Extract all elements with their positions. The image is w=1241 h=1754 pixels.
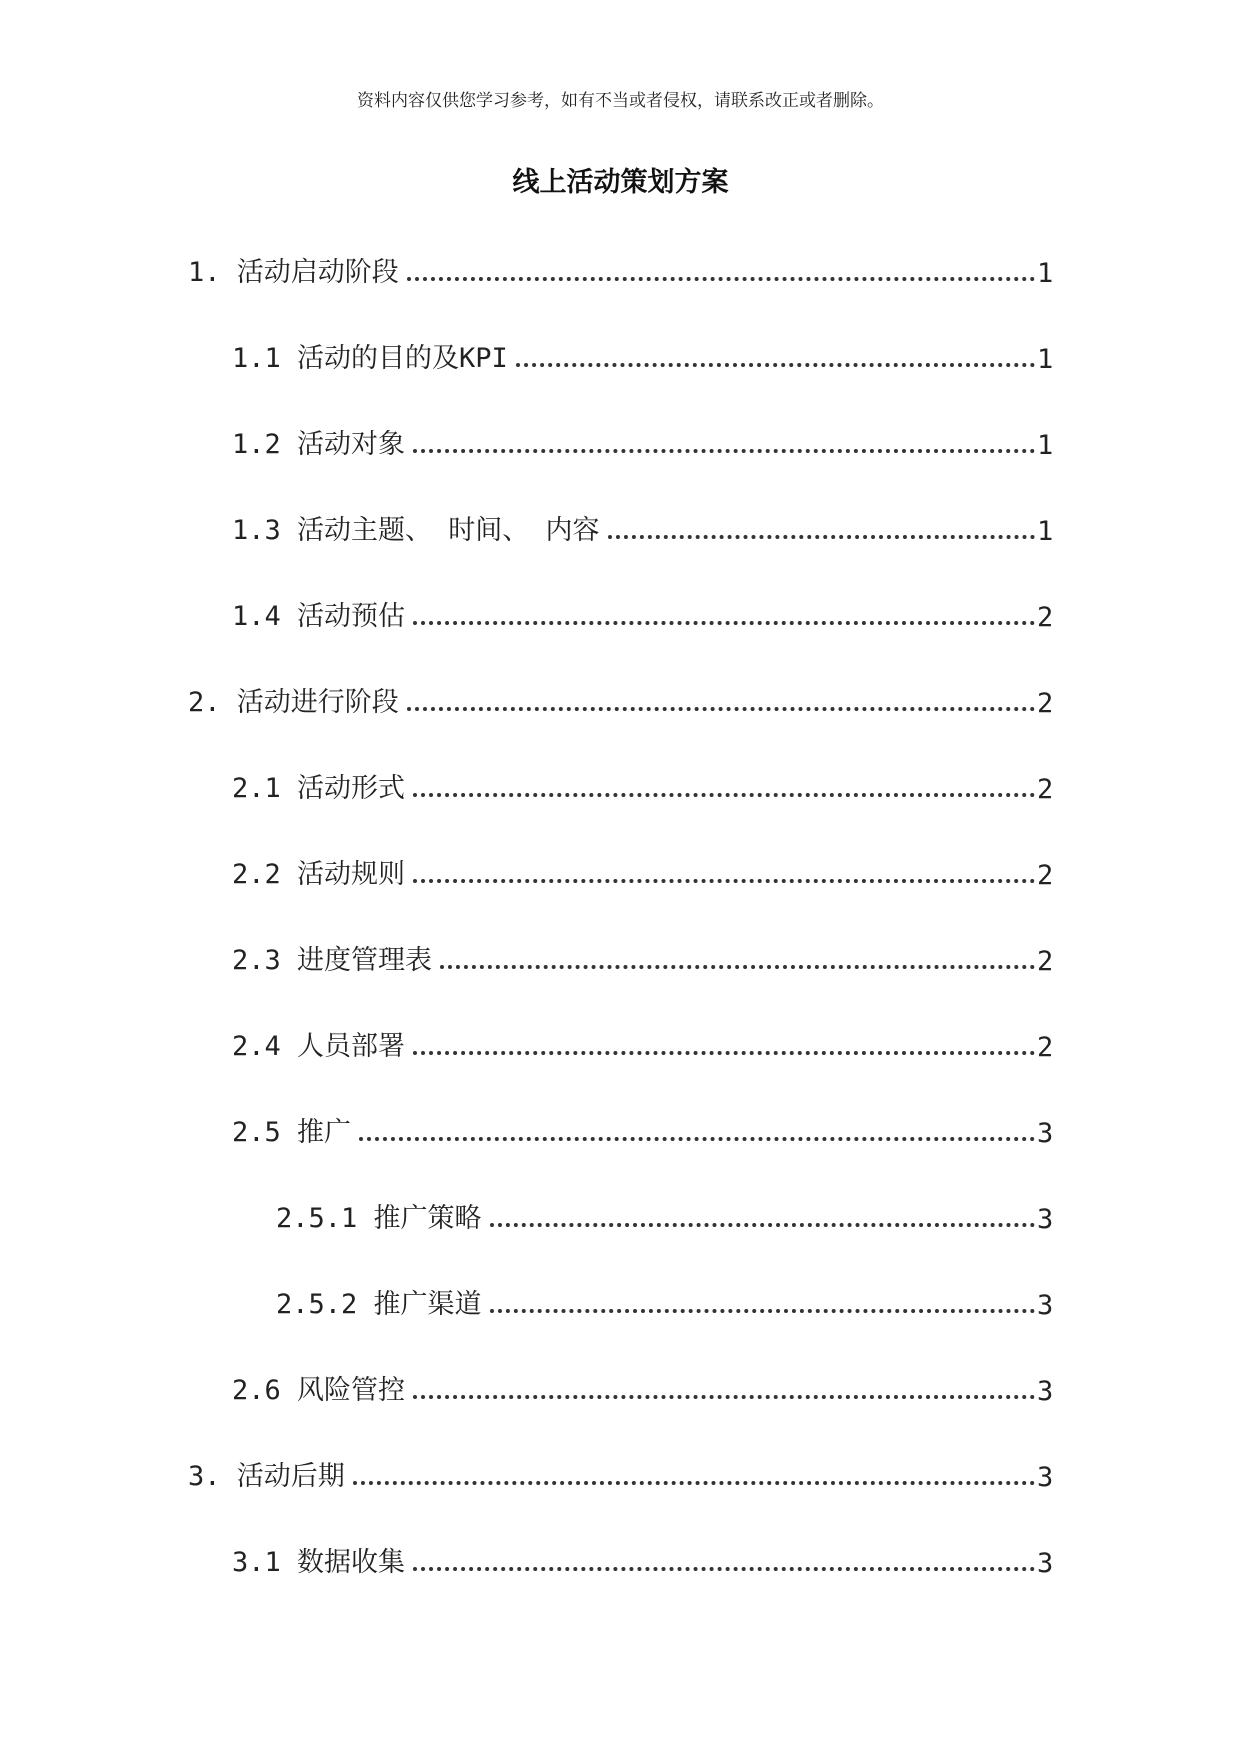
dot-leader <box>353 1481 1035 1485</box>
toc-page-number: 2 <box>1037 774 1054 805</box>
toc-page-number: 3 <box>1037 1204 1054 1235</box>
toc-entry-1-3[interactable] <box>232 507 1053 547</box>
header-disclaimer: 资料内容仅供您学习参考，如有不当或者侵权，请联系改正或者删除。 <box>357 91 884 111</box>
dot-leader <box>413 879 1035 883</box>
dot-leader <box>413 621 1035 625</box>
toc-page-number: 3 <box>1037 1462 1054 1493</box>
dot-leader <box>413 1395 1035 1399</box>
toc-entry-label: 2.3 进度管理表 <box>232 945 433 976</box>
toc-page-number: 3 <box>1037 1548 1054 1579</box>
toc-entry-1-4[interactable] <box>232 593 1053 633</box>
toc-entry-2-5-2[interactable] <box>276 1281 1053 1321</box>
toc-entry-label: 1.3 活动主题、 时间、 内容 <box>232 515 600 546</box>
dot-leader <box>407 707 1035 711</box>
toc-entry-3-1[interactable] <box>232 1539 1053 1579</box>
toc-entry-1-2[interactable] <box>232 421 1053 461</box>
toc-entry-1-1[interactable] <box>232 335 1053 375</box>
toc-entry-2-1[interactable] <box>232 765 1053 805</box>
toc-page-number: 3 <box>1037 1290 1054 1321</box>
toc-entry-label: 1.4 活动预估 <box>232 601 406 632</box>
toc-entry-label: 2.2 活动规则 <box>232 859 406 890</box>
toc-entry-label: 2.6 风险管控 <box>232 1375 406 1406</box>
toc-entry-label: 1.1 活动的目的及KPI <box>232 343 508 374</box>
toc-entry-2-5-1[interactable] <box>276 1195 1053 1235</box>
toc-entry-label: 1.2 活动对象 <box>232 429 406 460</box>
dot-leader <box>440 965 1035 969</box>
toc-entry-label: 2.5 推广 <box>232 1117 352 1148</box>
toc-page-number: 1 <box>1037 516 1054 547</box>
toc-entry-2[interactable] <box>188 679 1053 719</box>
dot-leader <box>516 363 1035 367</box>
dot-leader <box>413 1051 1035 1055</box>
toc-page-number: 1 <box>1037 258 1054 289</box>
toc-page-number: 2 <box>1037 688 1054 719</box>
toc-entry-2-6[interactable] <box>232 1367 1053 1407</box>
toc-page-number: 2 <box>1037 946 1054 977</box>
dot-leader <box>413 793 1035 797</box>
toc-page-number: 1 <box>1037 344 1054 375</box>
dot-leader <box>359 1137 1035 1141</box>
toc-entry-label: 2.1 活动形式 <box>232 773 406 804</box>
toc-page-number: 3 <box>1037 1376 1054 1407</box>
toc-entry-label: 2. 活动进行阶段 <box>188 687 399 718</box>
toc-entry-label: 1. 活动启动阶段 <box>188 257 399 288</box>
dot-leader <box>413 1567 1035 1571</box>
toc-page-number: 1 <box>1037 430 1054 461</box>
toc-page-number: 2 <box>1037 602 1054 633</box>
toc-entry-1[interactable] <box>188 249 1053 289</box>
toc-entry-label: 2.4 人员部署 <box>232 1031 406 1062</box>
toc-page-number: 2 <box>1037 1032 1054 1063</box>
toc-entry-3[interactable] <box>188 1453 1053 1493</box>
toc-page-number: 3 <box>1037 1118 1054 1149</box>
document-title: 线上活动策划方案 <box>512 167 729 198</box>
toc-page-number: 2 <box>1037 860 1054 891</box>
toc-entry-label: 3. 活动后期 <box>188 1461 345 1492</box>
dot-leader <box>608 535 1035 539</box>
toc-entry-label: 3.1 数据收集 <box>232 1547 406 1578</box>
dot-leader <box>413 449 1035 453</box>
toc-entry-label: 2.5.2 推广渠道 <box>276 1289 482 1320</box>
dot-leader <box>407 277 1035 281</box>
toc-entry-2-5[interactable] <box>232 1109 1053 1149</box>
toc-entry-2-4[interactable] <box>232 1023 1053 1063</box>
dot-leader <box>490 1309 1035 1313</box>
toc-entry-2-3[interactable] <box>232 937 1053 977</box>
toc-entry-label: 2.5.1 推广策略 <box>276 1203 482 1234</box>
dot-leader <box>490 1223 1035 1227</box>
toc-entry-2-2[interactable] <box>232 851 1053 891</box>
